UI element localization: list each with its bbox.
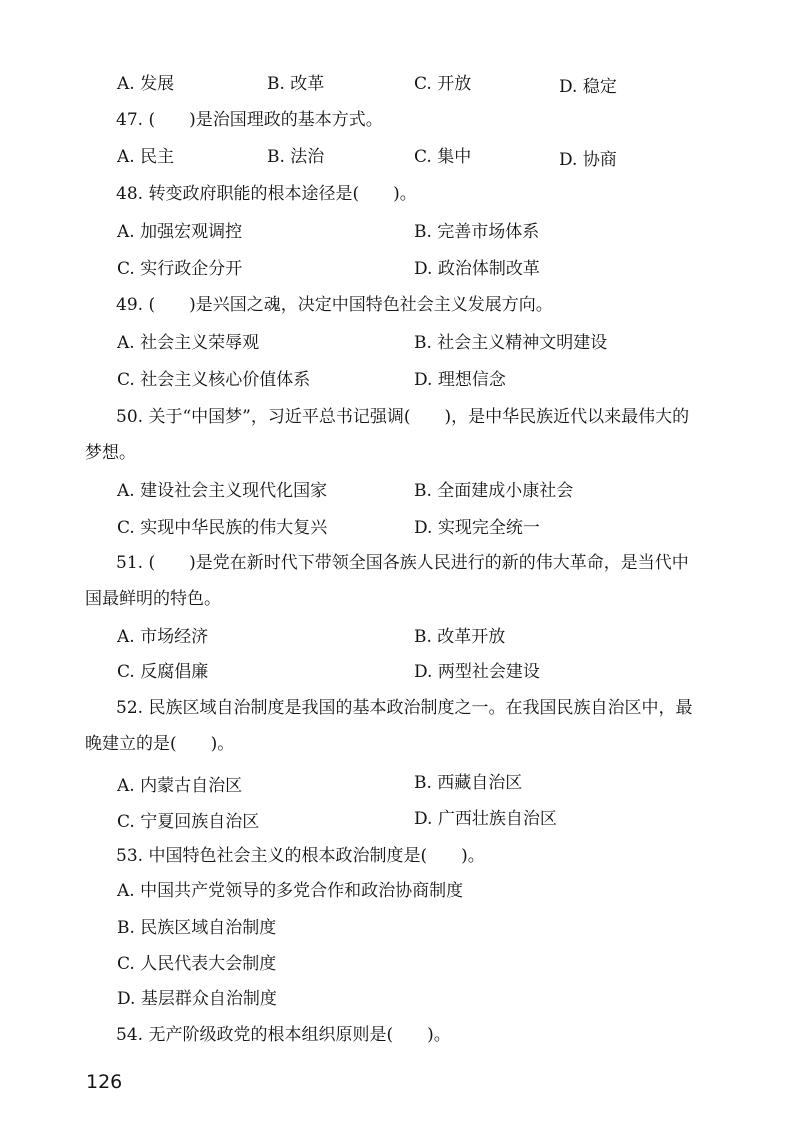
q49-options-row2 xyxy=(0,369,800,391)
q51-options-row1 xyxy=(0,626,800,648)
q54-stem: 54. 无产阶级政党的根本组织原则是( )。 xyxy=(116,1025,451,1045)
q52-options-row1 xyxy=(0,772,800,794)
q48-options-row2 xyxy=(0,258,800,280)
q51-stem-line2: 国最鲜明的特色。 xyxy=(85,589,221,609)
q52-option-a: A. 内蒙古自治区 xyxy=(117,776,243,796)
q51-option-a: A. 市场经济 xyxy=(117,627,209,647)
q47-option-d: D. 协商 xyxy=(559,150,617,170)
q53-option-c: C. 人民代表大会制度 xyxy=(117,954,277,974)
q50-option-d: D. 实现完全统一 xyxy=(414,518,540,538)
q46-options xyxy=(0,73,800,95)
q47-option-b: B. 法治 xyxy=(267,147,325,167)
q52-option-c: C. 宁夏回族自治区 xyxy=(117,812,260,832)
q51-option-b: B. 改革开放 xyxy=(414,627,506,647)
q49-options-row1 xyxy=(0,332,800,354)
q49-option-c: C. 社会主义核心价值体系 xyxy=(117,370,311,390)
q50-stem-line2: 梦想。 xyxy=(85,443,136,463)
q53-option-a: A. 中国共产党领导的多党合作和政治协商制度 xyxy=(117,881,464,901)
q49-option-b: B. 社会主义精神文明建设 xyxy=(414,333,608,353)
q50-stem xyxy=(85,406,720,464)
q51-option-d: D. 两型社会建设 xyxy=(414,662,540,682)
q52-option-d: D. 广西壮族自治区 xyxy=(414,809,557,829)
q48-options-row1 xyxy=(0,221,800,243)
q49-stem: 49. ( )是兴国之魂，决定中国特色社会主义发展方向。 xyxy=(116,295,553,315)
q50-options-row1 xyxy=(0,480,800,502)
q46-option-c: C. 开放 xyxy=(414,74,472,94)
q50-options-row2 xyxy=(0,517,800,539)
q50-stem-line1: 50. 关于“中国梦”，习近平总书记强调( )，是中华民族近代以来最伟大的 xyxy=(116,407,690,427)
q50-option-a: A. 建设社会主义现代化国家 xyxy=(117,481,328,501)
q46-option-a: A. 发展 xyxy=(117,74,175,94)
q49-option-d: D. 理想信念 xyxy=(414,370,506,390)
q51-option-c: C. 反腐倡廉 xyxy=(117,662,209,682)
q46-option-b: B. 改革 xyxy=(267,74,325,94)
q52-options-row2 xyxy=(0,808,800,830)
q53-option-b: B. 民族区域自治制度 xyxy=(117,918,277,938)
q48-option-a: A. 加强宏观调控 xyxy=(117,222,243,242)
q47-stem: 47. ( )是治国理政的基本方式。 xyxy=(116,110,383,130)
q47-option-c: C. 集中 xyxy=(414,147,472,167)
q50-option-c: C. 实现中华民族的伟大复兴 xyxy=(117,518,328,538)
q47-options xyxy=(0,146,800,168)
q48-stem: 48. 转变政府职能的根本途径是( )。 xyxy=(116,184,417,204)
q49-option-a: A. 社会主义荣辱观 xyxy=(117,333,260,353)
q51-stem xyxy=(85,552,720,610)
q51-stem-line1: 51. ( )是党在新时代下带领全国各族人民进行的新的伟大革命，是当代中 xyxy=(116,553,689,573)
q52-option-b: B. 西藏自治区 xyxy=(414,773,523,793)
q51-options-row2 xyxy=(0,661,800,683)
q46-option-d: D. 稳定 xyxy=(559,77,617,97)
q53-option-d: D. 基层群众自治制度 xyxy=(117,989,277,1009)
q50-option-b: B. 全面建成小康社会 xyxy=(414,481,574,501)
q53-stem: 53. 中国特色社会主义的根本政治制度是( )。 xyxy=(116,846,485,866)
q47-option-a: A. 民主 xyxy=(117,147,175,167)
page-number: 126 xyxy=(86,1071,123,1093)
q48-option-d: D. 政治体制改革 xyxy=(414,259,540,279)
q48-option-b: B. 完善市场体系 xyxy=(414,222,540,242)
q52-stem-line1: 52. 民族区域自治制度是我国的基本政治制度之一。在我国民族自治区中，最 xyxy=(116,698,693,718)
q52-stem xyxy=(85,697,720,755)
q48-option-c: C. 实行政企分开 xyxy=(117,259,243,279)
q52-stem-line2: 晚建立的是( )。 xyxy=(85,734,235,754)
